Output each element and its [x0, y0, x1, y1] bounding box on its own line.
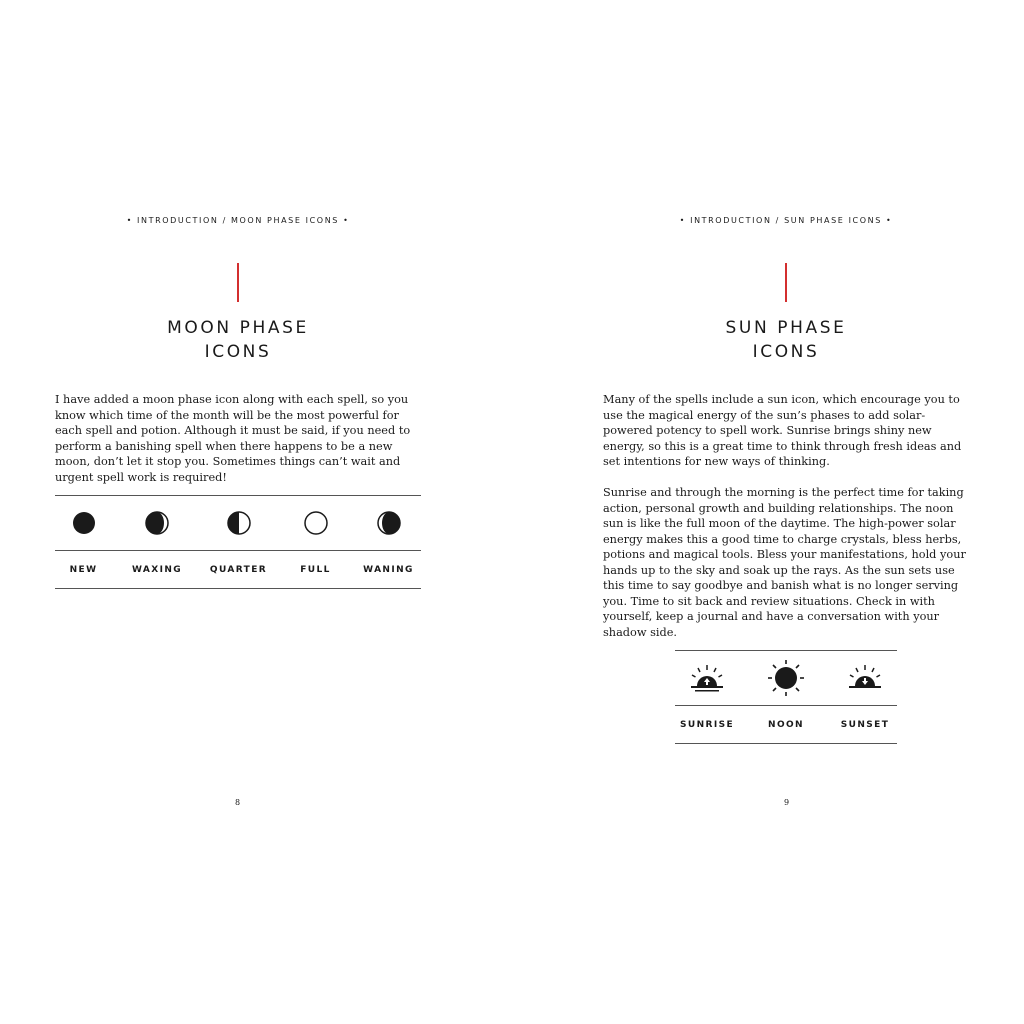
label-cell [202, 551, 275, 589]
accent-rule [237, 263, 239, 302]
body-text [55, 392, 425, 485]
paragraph: I have added a moon phase icon along with each spell, so you know which time of the month will be the most powerful for each spell and potion. Although it must be said, if you need to perform a banishing spell when there happens to be a new moon, don’t let it stop you. Sometimes things can’t wait and urgent spell work is required! [55, 393, 411, 484]
page-number: 9 [784, 798, 790, 807]
label-row [55, 551, 421, 589]
label-cell [55, 551, 112, 589]
full-moon-icon [275, 496, 356, 550]
waxing-moon-icon [112, 496, 202, 550]
page-title [88, 316, 388, 364]
waning-moon-icon [356, 496, 421, 550]
phase-label: QUARTER [209, 565, 268, 575]
moon-phase-table [55, 495, 421, 589]
icon-row [675, 651, 897, 706]
noon-sun-icon [739, 651, 833, 705]
label-cell [112, 551, 202, 589]
phase-label: FULL [300, 565, 331, 575]
label-cell [675, 706, 739, 744]
quarter-moon-icon [202, 496, 275, 550]
title-line: SUN PHASE [725, 318, 847, 338]
accent-rule [785, 263, 787, 302]
page-title [636, 316, 936, 364]
paragraph: Sunrise and through the morning is the perfect time for taking action, personal growth and building relationships. The noon sun is like the full moon of the daytime. The high-power solar energy makes this a good time to charge crystals, bless herbs, potions and magical tools. Bless your manifestations, hold your hands up to the sky and soak up the rays. As the sun sets use this time to say goodbye and banish what is no longer serving you. Time to sit back and review situations. Check in with yourself, keep a journal and have a conversation with your shadow side. [603, 486, 966, 639]
phase-label: SUNSET [840, 720, 890, 730]
sunrise-icon [675, 651, 739, 705]
sunset-icon [833, 651, 897, 705]
icon-row [55, 496, 421, 551]
label-cell [739, 706, 833, 744]
label-row [675, 706, 897, 744]
label-cell [275, 551, 356, 589]
running-head: • INTRODUCTION / MOON PHASE ICONS • [126, 216, 350, 225]
body-text [603, 392, 973, 640]
page-number: 8 [235, 798, 241, 807]
paragraph: Many of the spells include a sun icon, which encourage you to use the magical energy of the sun’s phases to add solar-powered potency to spell work. Sunrise brings shiny new energy, so this is a great time to think through fresh ideas and set intentions for new ways of thinking. [603, 393, 962, 468]
label-cell [356, 551, 421, 589]
running-head: • INTRODUCTION / SUN PHASE ICONS • [679, 216, 893, 225]
phase-label: NEW [69, 565, 98, 575]
phase-label: WAXING [131, 565, 183, 575]
phase-label: WANING [363, 565, 414, 575]
phase-label: SUNRISE [679, 720, 735, 730]
title-line: ICONS [204, 342, 272, 362]
title-line: ICONS [752, 342, 820, 362]
new-moon-icon [55, 496, 112, 550]
phase-label: NOON [768, 720, 804, 730]
sun-phase-table [675, 650, 897, 744]
right-page [512, 0, 1024, 1024]
label-cell [833, 706, 897, 744]
title-line: MOON PHASE [167, 318, 309, 338]
